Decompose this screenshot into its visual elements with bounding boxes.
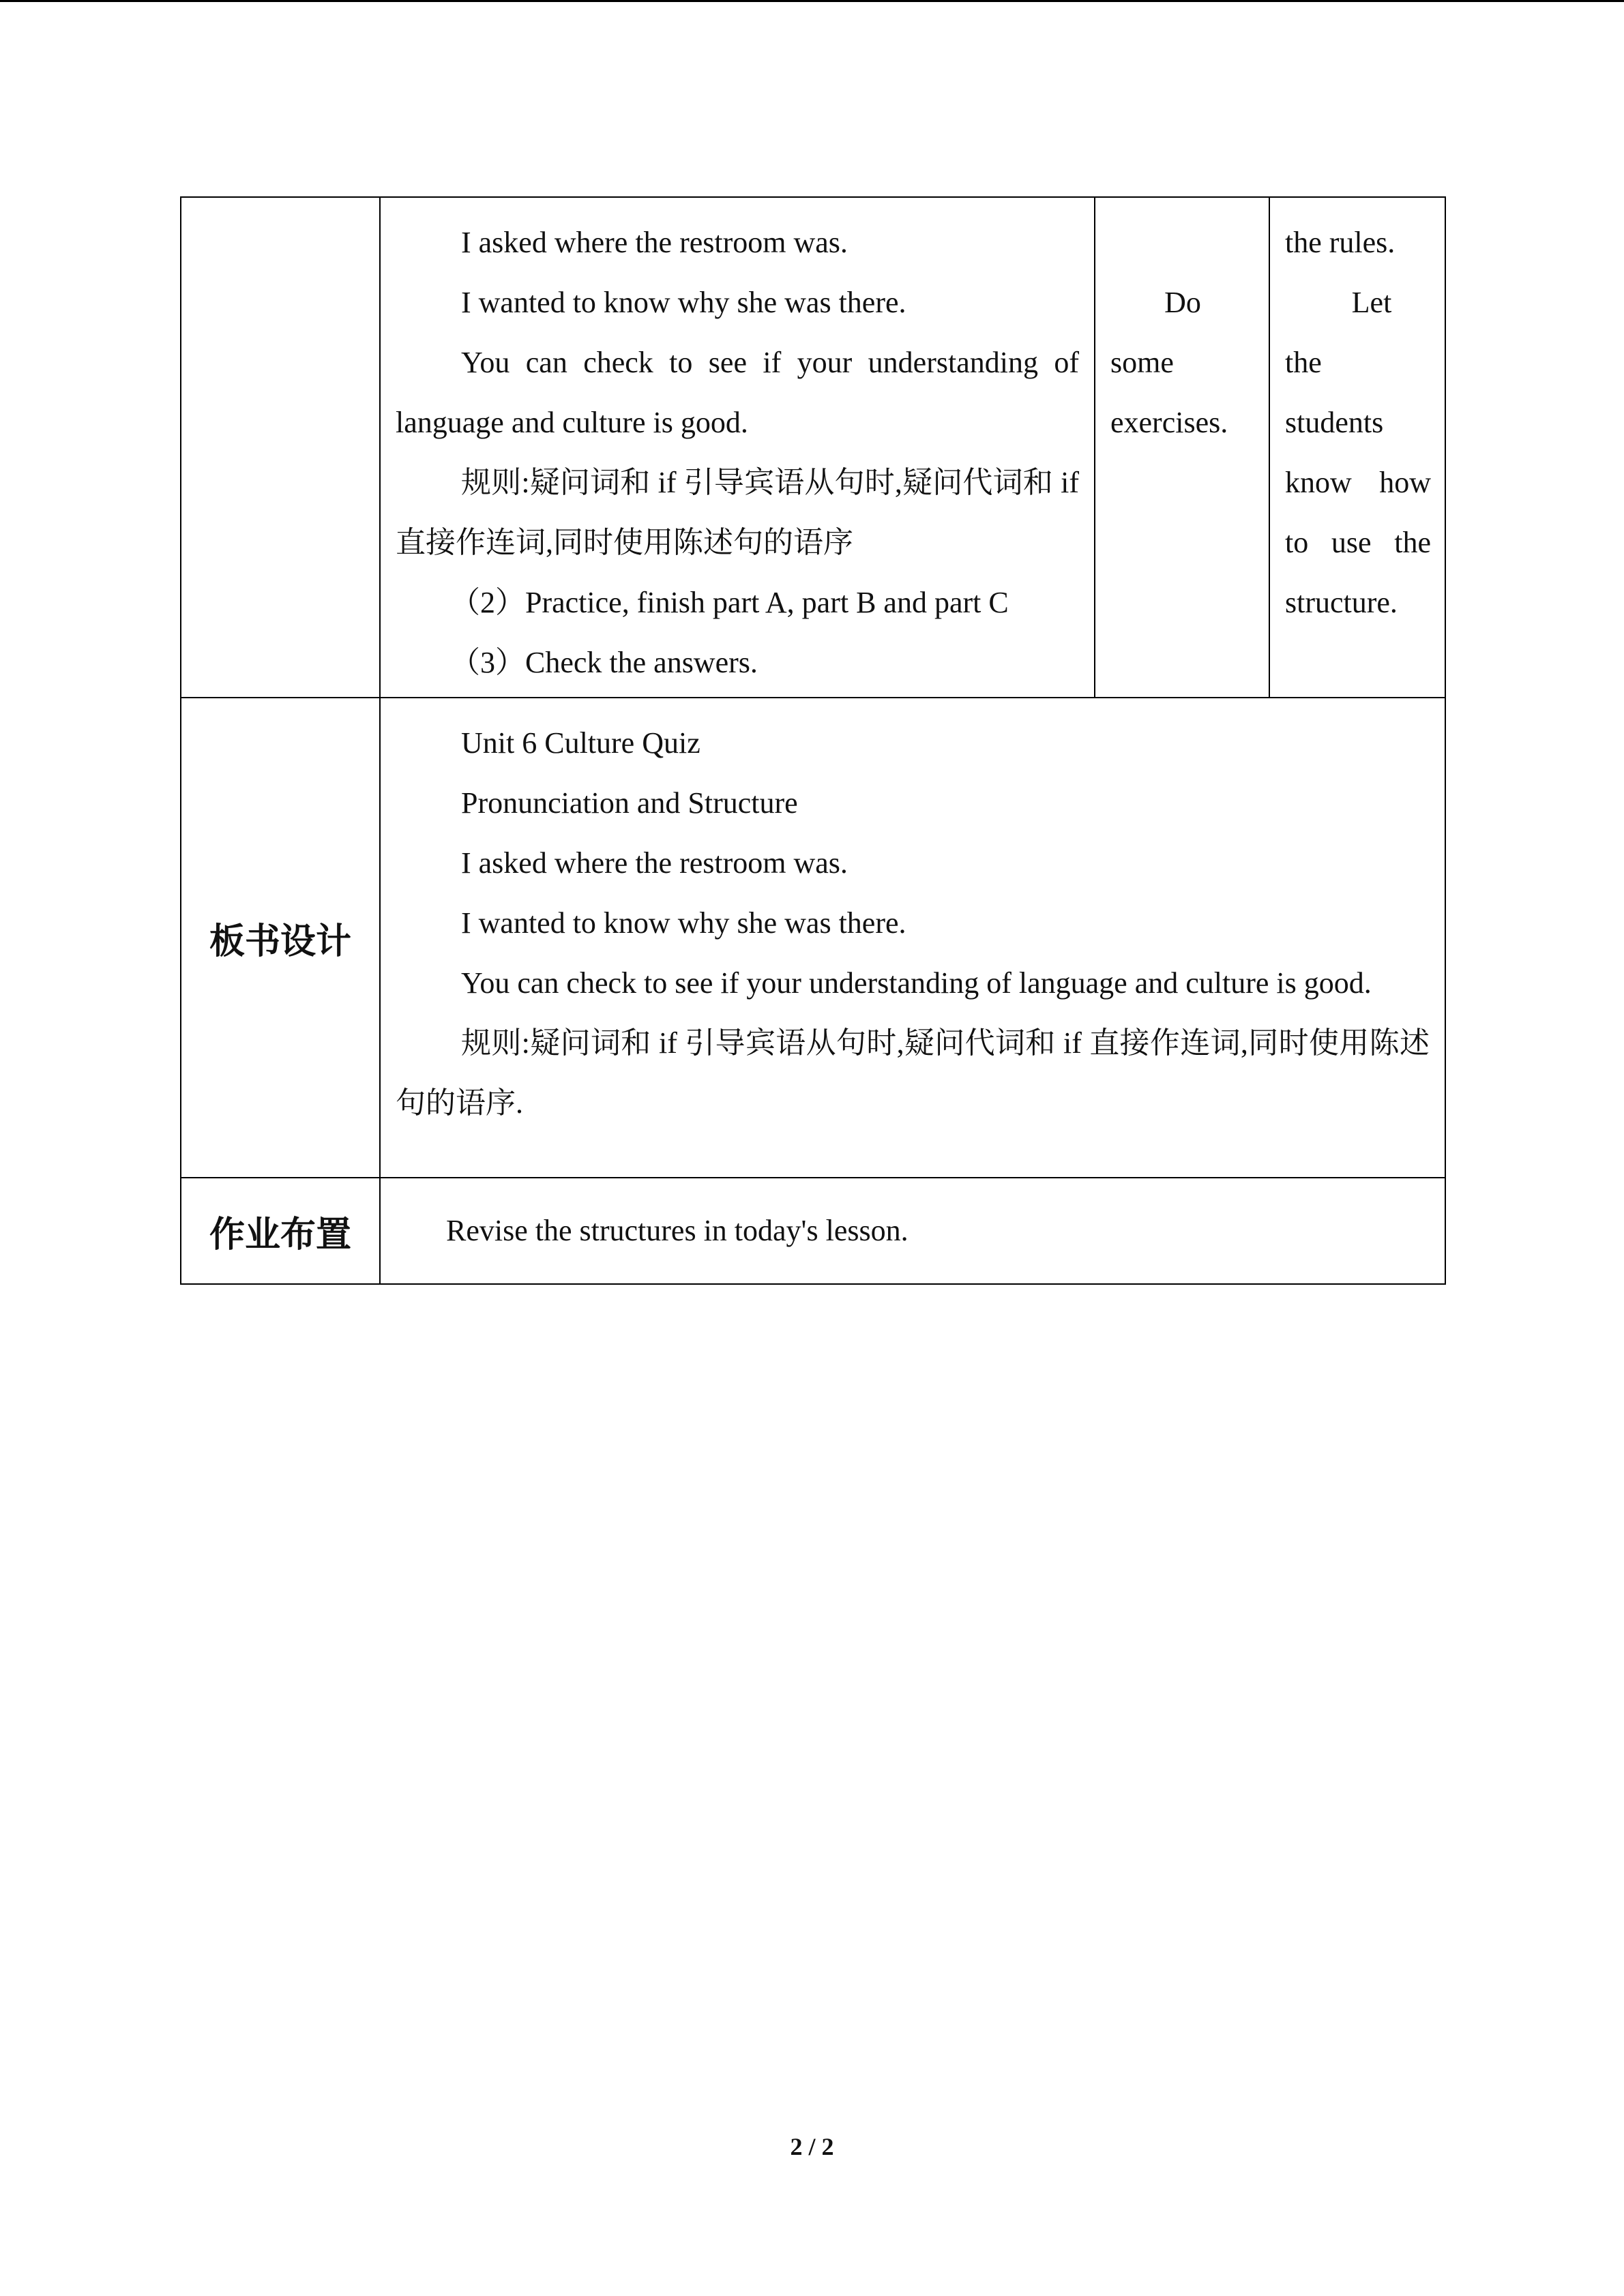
lesson-plan-table — [180, 196, 1446, 1285]
purpose-line: structure. — [1285, 586, 1398, 619]
purpose-line: know how — [1285, 466, 1431, 499]
homework-label: 作业布置 — [181, 1178, 380, 1284]
board-line: 规则:疑问词和 if 引导宾语从句时,疑问代词和 if 直接作连词,同时使用陈述句的语序. — [396, 1026, 1430, 1120]
content-line: （3）Check the answers. — [450, 646, 758, 679]
content-line: （2）Practice, finish part A, part B and part C — [450, 586, 1009, 619]
board-line: Unit 6 Culture Quiz — [461, 726, 700, 760]
board-line: You can check to see if your understanding of language and culture is good. — [461, 966, 1372, 1000]
content-line: I asked where the restroom was. — [461, 226, 848, 259]
row1-label-cell — [181, 197, 380, 698]
purpose-line: the — [1285, 346, 1322, 379]
purpose-cell — [1269, 197, 1445, 698]
activity-line: Do — [1164, 286, 1201, 319]
purpose-line: the rules. — [1285, 226, 1396, 259]
homework-content — [380, 1178, 1445, 1284]
board-design-content — [380, 698, 1445, 1178]
activity-line: some — [1110, 346, 1174, 379]
content-line: I wanted to know why she was there. — [461, 286, 906, 319]
homework-text: Revise the structures in today's lesson. — [446, 1214, 909, 1247]
board-line: I asked where the restroom was. — [461, 846, 848, 880]
content-line: You can check to see if your understanding of language and culture is good. — [396, 346, 1079, 439]
purpose-line: to use the — [1285, 526, 1431, 559]
table-row — [181, 197, 1445, 698]
content-line: 规则:疑问词和 if 引导宾语从句时,疑问代词和 if 直接作连词,同时使用陈述句的语序 — [396, 466, 1079, 559]
row1-content-cell — [380, 197, 1095, 698]
board-design-label: 板书设计 — [181, 698, 380, 1178]
top-border-line — [0, 0, 1624, 2]
board-line: I wanted to know why she was there. — [461, 906, 906, 940]
table-row — [181, 698, 1445, 1178]
page-number: 2 / 2 — [790, 2133, 834, 2160]
activity-line: exercises. — [1110, 406, 1228, 439]
board-line: Pronunciation and Structure — [461, 786, 798, 820]
purpose-line: Let — [1351, 286, 1392, 319]
table-row — [181, 1178, 1445, 1284]
student-activity-cell — [1095, 197, 1269, 698]
purpose-line: students — [1285, 406, 1384, 439]
